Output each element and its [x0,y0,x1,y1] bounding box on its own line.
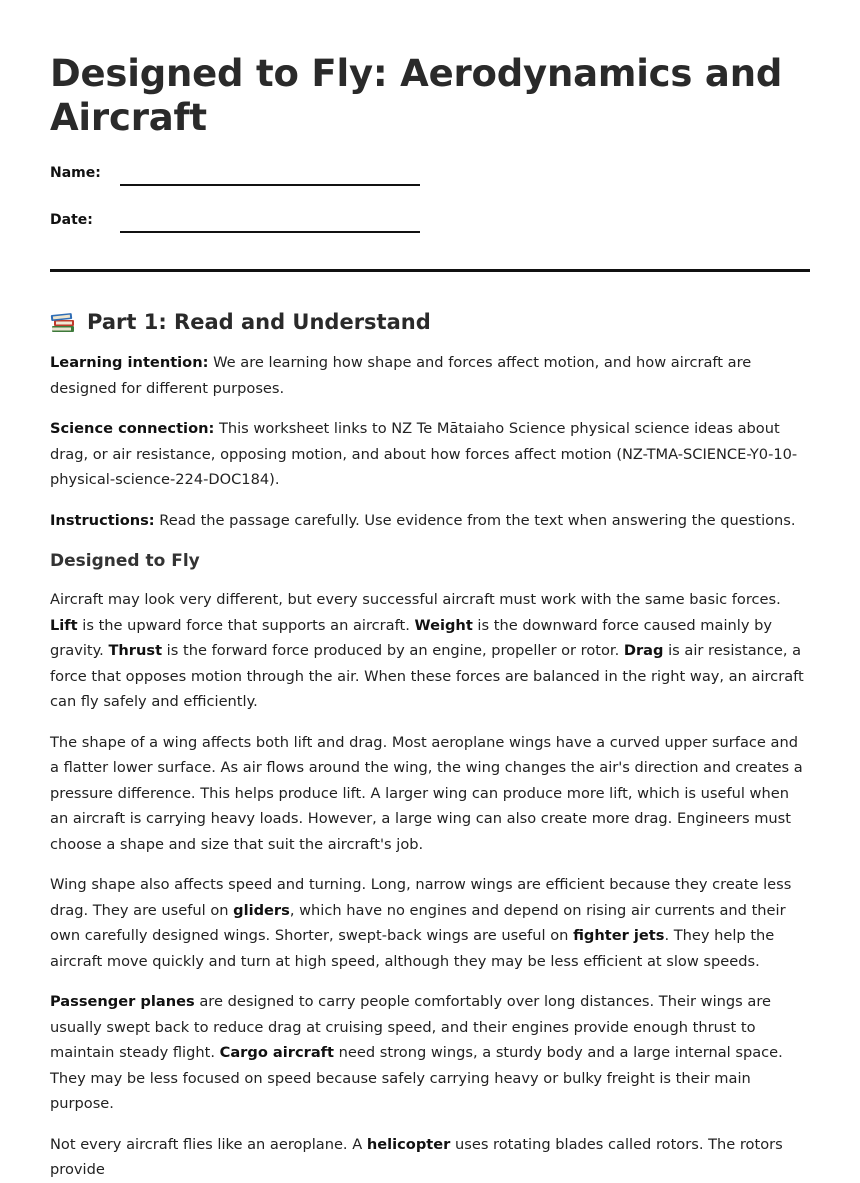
learning-intention [50,350,810,401]
term-lift: Lift [50,616,78,634]
name-input-line[interactable] [120,184,420,186]
instructions-text: Read the passage carefully. Use evidence from the text when answering the questions. [154,511,796,529]
passage-paragraph-5 [50,1132,810,1183]
learning-label: Learning intention: [50,354,209,371]
learning-text: We are learning how shape and forces affect motion, and how aircraft are designed for different purposes. [50,354,752,397]
p4-text-1: are designed to carry people comfortably over long distances. Their wings are usually swept back to reduce drag at cruising speed, and their engines provide enough thrust to maintain steady flight. [50,993,771,1061]
term-thrust: Thrust [108,642,163,659]
part1-heading-text: Part 1: Read and Understand [87,310,431,334]
instructions-label: Instructions: [50,511,155,529]
instructions [50,508,810,534]
term-cargo-aircraft: Cargo aircraft [219,1044,335,1061]
p1-text-3: is the downward force caused mainly by gravity. [50,616,773,659]
name-label: Name: [50,165,101,181]
passage-paragraph-2: The shape of a wing affects both lift and drag. Most aeroplane wings have a curved upper surface and a flatter lower surface. As air flows around the wing, the wing changes the air's direction and creates a pressure difference. This helps produce lift. A larger wing can produce more lift, which is useful when an aircraft is carrying heavy loads. However, a large wing can also create more drag. Engineers must choose a shape and size that suit the aircraft's job. [50,733,803,853]
term-weight: Weight [414,616,473,634]
p5-text-1: Not every aircraft flies like an aeroplane. A [50,1135,367,1153]
p3-text-1: Wing shape also affects speed and turning. Long, narrow wings are efficient because they create less drag. They are useful on [50,876,792,919]
science-text: This worksheet links to NZ Te Mātaiaho Science physical science ideas about drag, or air resistance, opposing motion, and about how forces affect motion (NZ-TMA-SCIENCE-Y0-10-physical-science-224-DOC184). [50,420,798,488]
p1-text-4: is the forward force produced by an engine, propeller or rotor. [162,642,624,659]
books-icon [50,311,78,333]
passage-paragraph-4 [50,989,810,1117]
p3-text-3: . They help the aircraft move quickly and turn at high speed, although they may be less efficient at slow speeds. [50,927,775,970]
p3-text-2: , which have no engines and depend on rising air currents and their own carefully designed wings. Shorter, swept-back wings are useful on [50,901,786,944]
science-label: Science connection: [50,420,215,437]
p1-text-5: is air resistance, a force that opposes motion through the air. When these forces are balanced in the right way, an aircraft can fly safely and efficiently. [50,642,804,710]
date-label: Date: [50,212,93,228]
passage-paragraph-3 [50,872,810,974]
p1-text-2: is the upward force that supports an aircraft. [77,616,415,634]
term-fighter-jets: fighter jets [573,927,665,944]
date-input-line[interactable] [120,231,420,233]
term-helicopter: helicopter [366,1135,451,1153]
page-title: Designed to Fly: Aerodynamics and Aircraft [50,52,783,139]
term-gliders: gliders [233,901,290,919]
p1-text-1: Aircraft may look very different, but every successful aircraft must work with the same basic forces. [50,591,781,608]
p4-text-2: need strong wings, a sturdy body and a large internal space. They may be less focused on speed because safely carrying heavy or bulky freight is their main purpose. [50,1044,783,1112]
term-passenger-planes: Passenger planes [50,993,195,1010]
student-fields [50,164,810,269]
passage-paragraph-1 [50,587,810,715]
science-connection [50,416,810,493]
section-divider [50,269,810,272]
term-drag: Drag [623,642,664,659]
part1-heading [50,310,810,334]
passage-heading: Designed to Fly [50,551,200,571]
p5-text-2: uses rotating blades called rotors. The rotors provide [50,1135,783,1178]
